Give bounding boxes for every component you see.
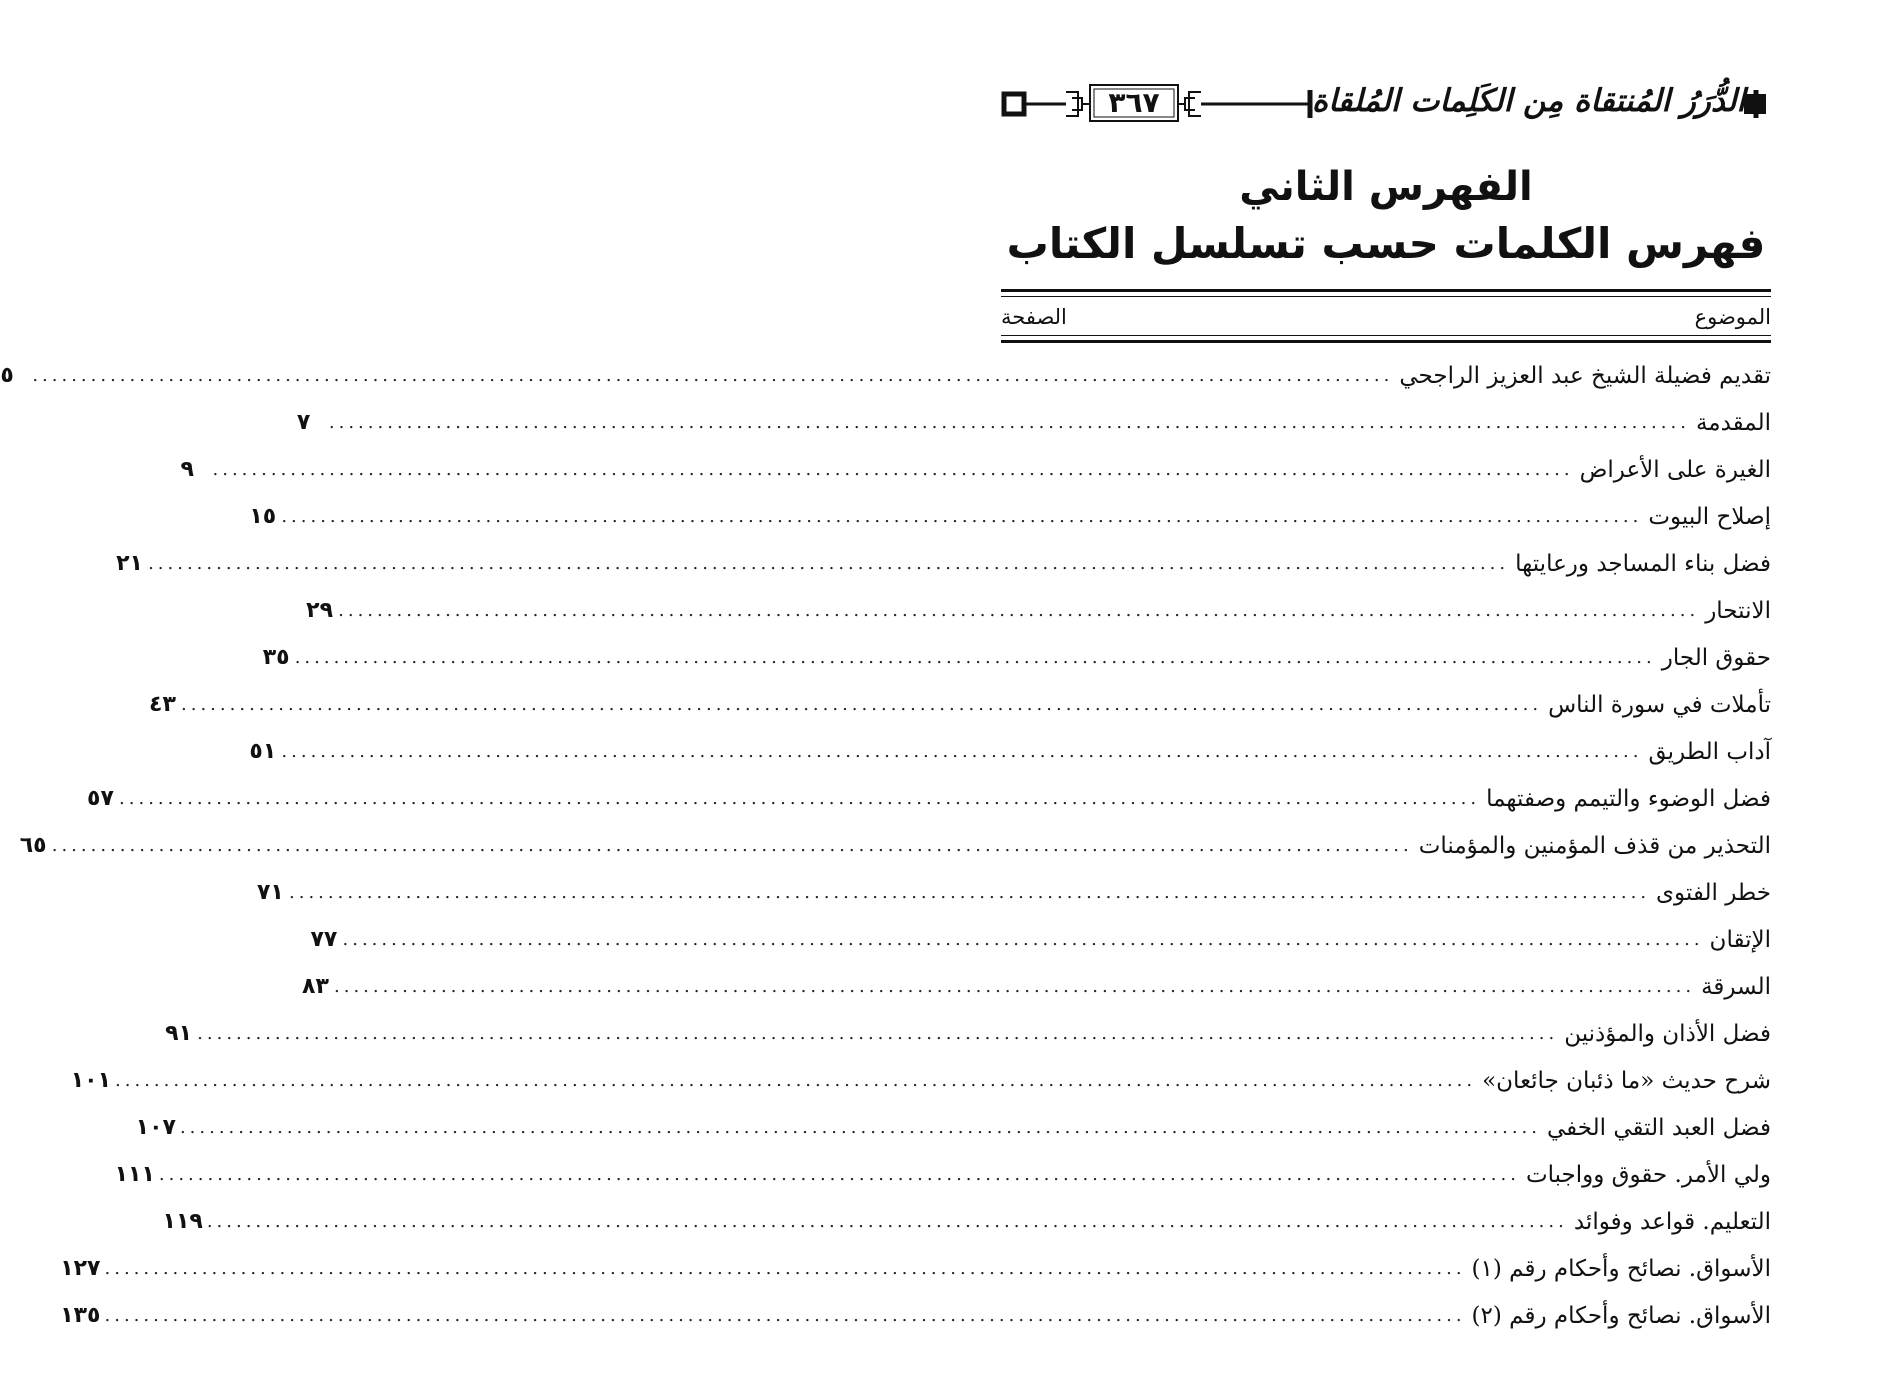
- index-entries: [0, 352, 1771, 1339]
- index-entry: [70, 1057, 1771, 1104]
- entry-title: ولي الأمر. حقوق وواجبات: [1525, 1161, 1771, 1188]
- dot-leader: ............................................................................................................................................: [281, 506, 1643, 527]
- dot-leader: ............................................................................................................................................: [104, 1258, 1466, 1279]
- dot-leader: ............................................................................................................................................: [342, 929, 1704, 950]
- entry-title: السرقة: [1701, 973, 1771, 1000]
- entry-page: ١٠٧: [135, 1115, 176, 1140]
- entry-page: ١٢٧: [60, 1256, 101, 1281]
- entry-title: شرح حديث «ما ذئبان جائعان»: [1482, 1067, 1771, 1094]
- entry-title: تأملات في سورة الناس: [1548, 691, 1771, 718]
- entry-title: الانتحار: [1705, 597, 1771, 624]
- entry-page: ٨٣: [302, 974, 329, 999]
- index-entry: [60, 1292, 1771, 1339]
- header-rule-top: [1001, 289, 1771, 292]
- index-entry: [149, 681, 1771, 728]
- entry-page: ٥٧: [87, 786, 114, 811]
- index-entry: [114, 1151, 1771, 1198]
- entry-page: ١١١: [114, 1162, 155, 1187]
- entry-page: ٢٩: [306, 598, 333, 623]
- entry-page: ١١٩: [162, 1209, 203, 1234]
- entry-page: ١٣٥: [60, 1303, 101, 1328]
- entry-page: ٥: [0, 363, 14, 388]
- dot-leader: ............................................................................................................................................: [289, 882, 1651, 903]
- index-entry: [257, 869, 1771, 916]
- entry-title: فضل العبد التقي الخفي: [1547, 1114, 1771, 1141]
- entry-page: ١٠١: [70, 1068, 112, 1093]
- index-entry: [60, 1245, 1771, 1292]
- index-entry: [249, 728, 1771, 775]
- dot-leader: ............................................................................................................................................: [334, 976, 1696, 997]
- dot-leader: ............................................................................................................................................: [51, 835, 1413, 856]
- entry-title: الأسواق. نصائح وأحكام رقم (١): [1471, 1255, 1771, 1282]
- dot-leader: ............................................................................................................................................: [119, 788, 1481, 809]
- dot-leader: ............................................................................................................................................: [212, 459, 1574, 480]
- dot-leader: ............................................................................................................................................: [197, 1023, 1559, 1044]
- entry-title: حقوق الجار: [1661, 644, 1771, 671]
- header-rule-bottom: [1001, 340, 1771, 343]
- entry-title: المقدمة: [1695, 409, 1771, 436]
- header-rule-top-thin: [1001, 296, 1771, 297]
- entry-title: فضل الأذان والمؤذنين: [1564, 1020, 1771, 1047]
- running-header: [996, 72, 1771, 136]
- entry-page: ٥١: [249, 739, 277, 764]
- dot-leader: ............................................................................................................................................: [206, 1211, 1568, 1232]
- entry-page: ٤٣: [149, 692, 176, 717]
- dot-leader: ............................................................................................................................................: [32, 365, 1394, 386]
- dot-leader: ............................................................................................................................................: [294, 647, 1656, 668]
- index-entry: [162, 1198, 1771, 1245]
- entry-title: آداب الطريق: [1648, 738, 1771, 765]
- index-entry: [306, 587, 1771, 634]
- entry-title: التحذير من قذف المؤمنين والمؤمنات: [1418, 832, 1771, 859]
- entry-title: فضل الوضوء والتيمم وصفتهما: [1486, 785, 1771, 812]
- entry-page: ٣٥: [262, 645, 290, 670]
- dot-leader: ............................................................................................................................................: [328, 412, 1690, 433]
- index-entry: [0, 352, 1771, 399]
- index-subtitle: فهرس الكلمات حسب تسلسل الكتاب: [1006, 219, 1766, 268]
- dot-leader: ............................................................................................................................................: [148, 553, 1510, 574]
- entry-title: خطر الفتوى: [1656, 879, 1771, 906]
- index-entry: [249, 493, 1771, 540]
- entry-title: تقديم فضيلة الشيخ عبد العزيز الراجحي: [1399, 362, 1771, 389]
- index-entry: [180, 446, 1771, 493]
- dot-leader: ............................................................................................................................................: [104, 1305, 1466, 1326]
- index-entry: [262, 634, 1771, 681]
- entry-title: التعليم. قواعد وفوائد: [1573, 1208, 1771, 1235]
- dot-leader: ............................................................................................................................................: [179, 1117, 1541, 1138]
- dot-leader: ............................................................................................................................................: [115, 1070, 1477, 1091]
- index-entry: [165, 1010, 1771, 1057]
- column-header-topic: الموضوع: [1694, 305, 1771, 329]
- entry-page: ٧٧: [310, 927, 338, 952]
- entry-page: ٦٥: [19, 833, 47, 858]
- index-entry: [135, 1104, 1771, 1151]
- book-title: الدُّرَرُ المُنتقاة مِن الكَلِمات المُلقاة: [1311, 83, 1746, 119]
- dot-leader: ............................................................................................................................................: [158, 1164, 1520, 1185]
- entry-page: ٢١: [116, 551, 143, 576]
- entry-page: ٩: [180, 457, 194, 482]
- dot-leader: ............................................................................................................................................: [181, 694, 1543, 715]
- index-entry: [310, 916, 1771, 963]
- entry-page: ٧١: [257, 880, 284, 905]
- header-rule-bottom-thin: [1001, 335, 1771, 336]
- index-entry: [302, 963, 1771, 1010]
- dot-leader: ............................................................................................................................................: [338, 600, 1700, 621]
- column-header-page: الصفحة: [1001, 305, 1067, 329]
- entry-title: الإتقان: [1709, 926, 1771, 953]
- index-entry: [19, 822, 1771, 869]
- index-entry: [116, 540, 1771, 587]
- index-entry: [296, 399, 1771, 446]
- dot-leader: ............................................................................................................................................: [281, 741, 1643, 762]
- entry-title: الأسواق. نصائح وأحكام رقم (٢): [1471, 1302, 1771, 1329]
- page-number: ٣٦٧: [1108, 86, 1160, 119]
- entry-title: إصلاح البيوت: [1648, 503, 1771, 530]
- entry-title: الغيرة على الأعراض: [1579, 456, 1771, 483]
- entry-page: ٧: [296, 410, 311, 435]
- index-entry: [87, 775, 1771, 822]
- index-title: الفهرس الثاني: [1239, 164, 1533, 210]
- entry-page: ١٥: [249, 504, 277, 529]
- entry-page: ٩١: [165, 1021, 193, 1046]
- entry-title: فضل بناء المساجد ورعايتها: [1515, 550, 1771, 577]
